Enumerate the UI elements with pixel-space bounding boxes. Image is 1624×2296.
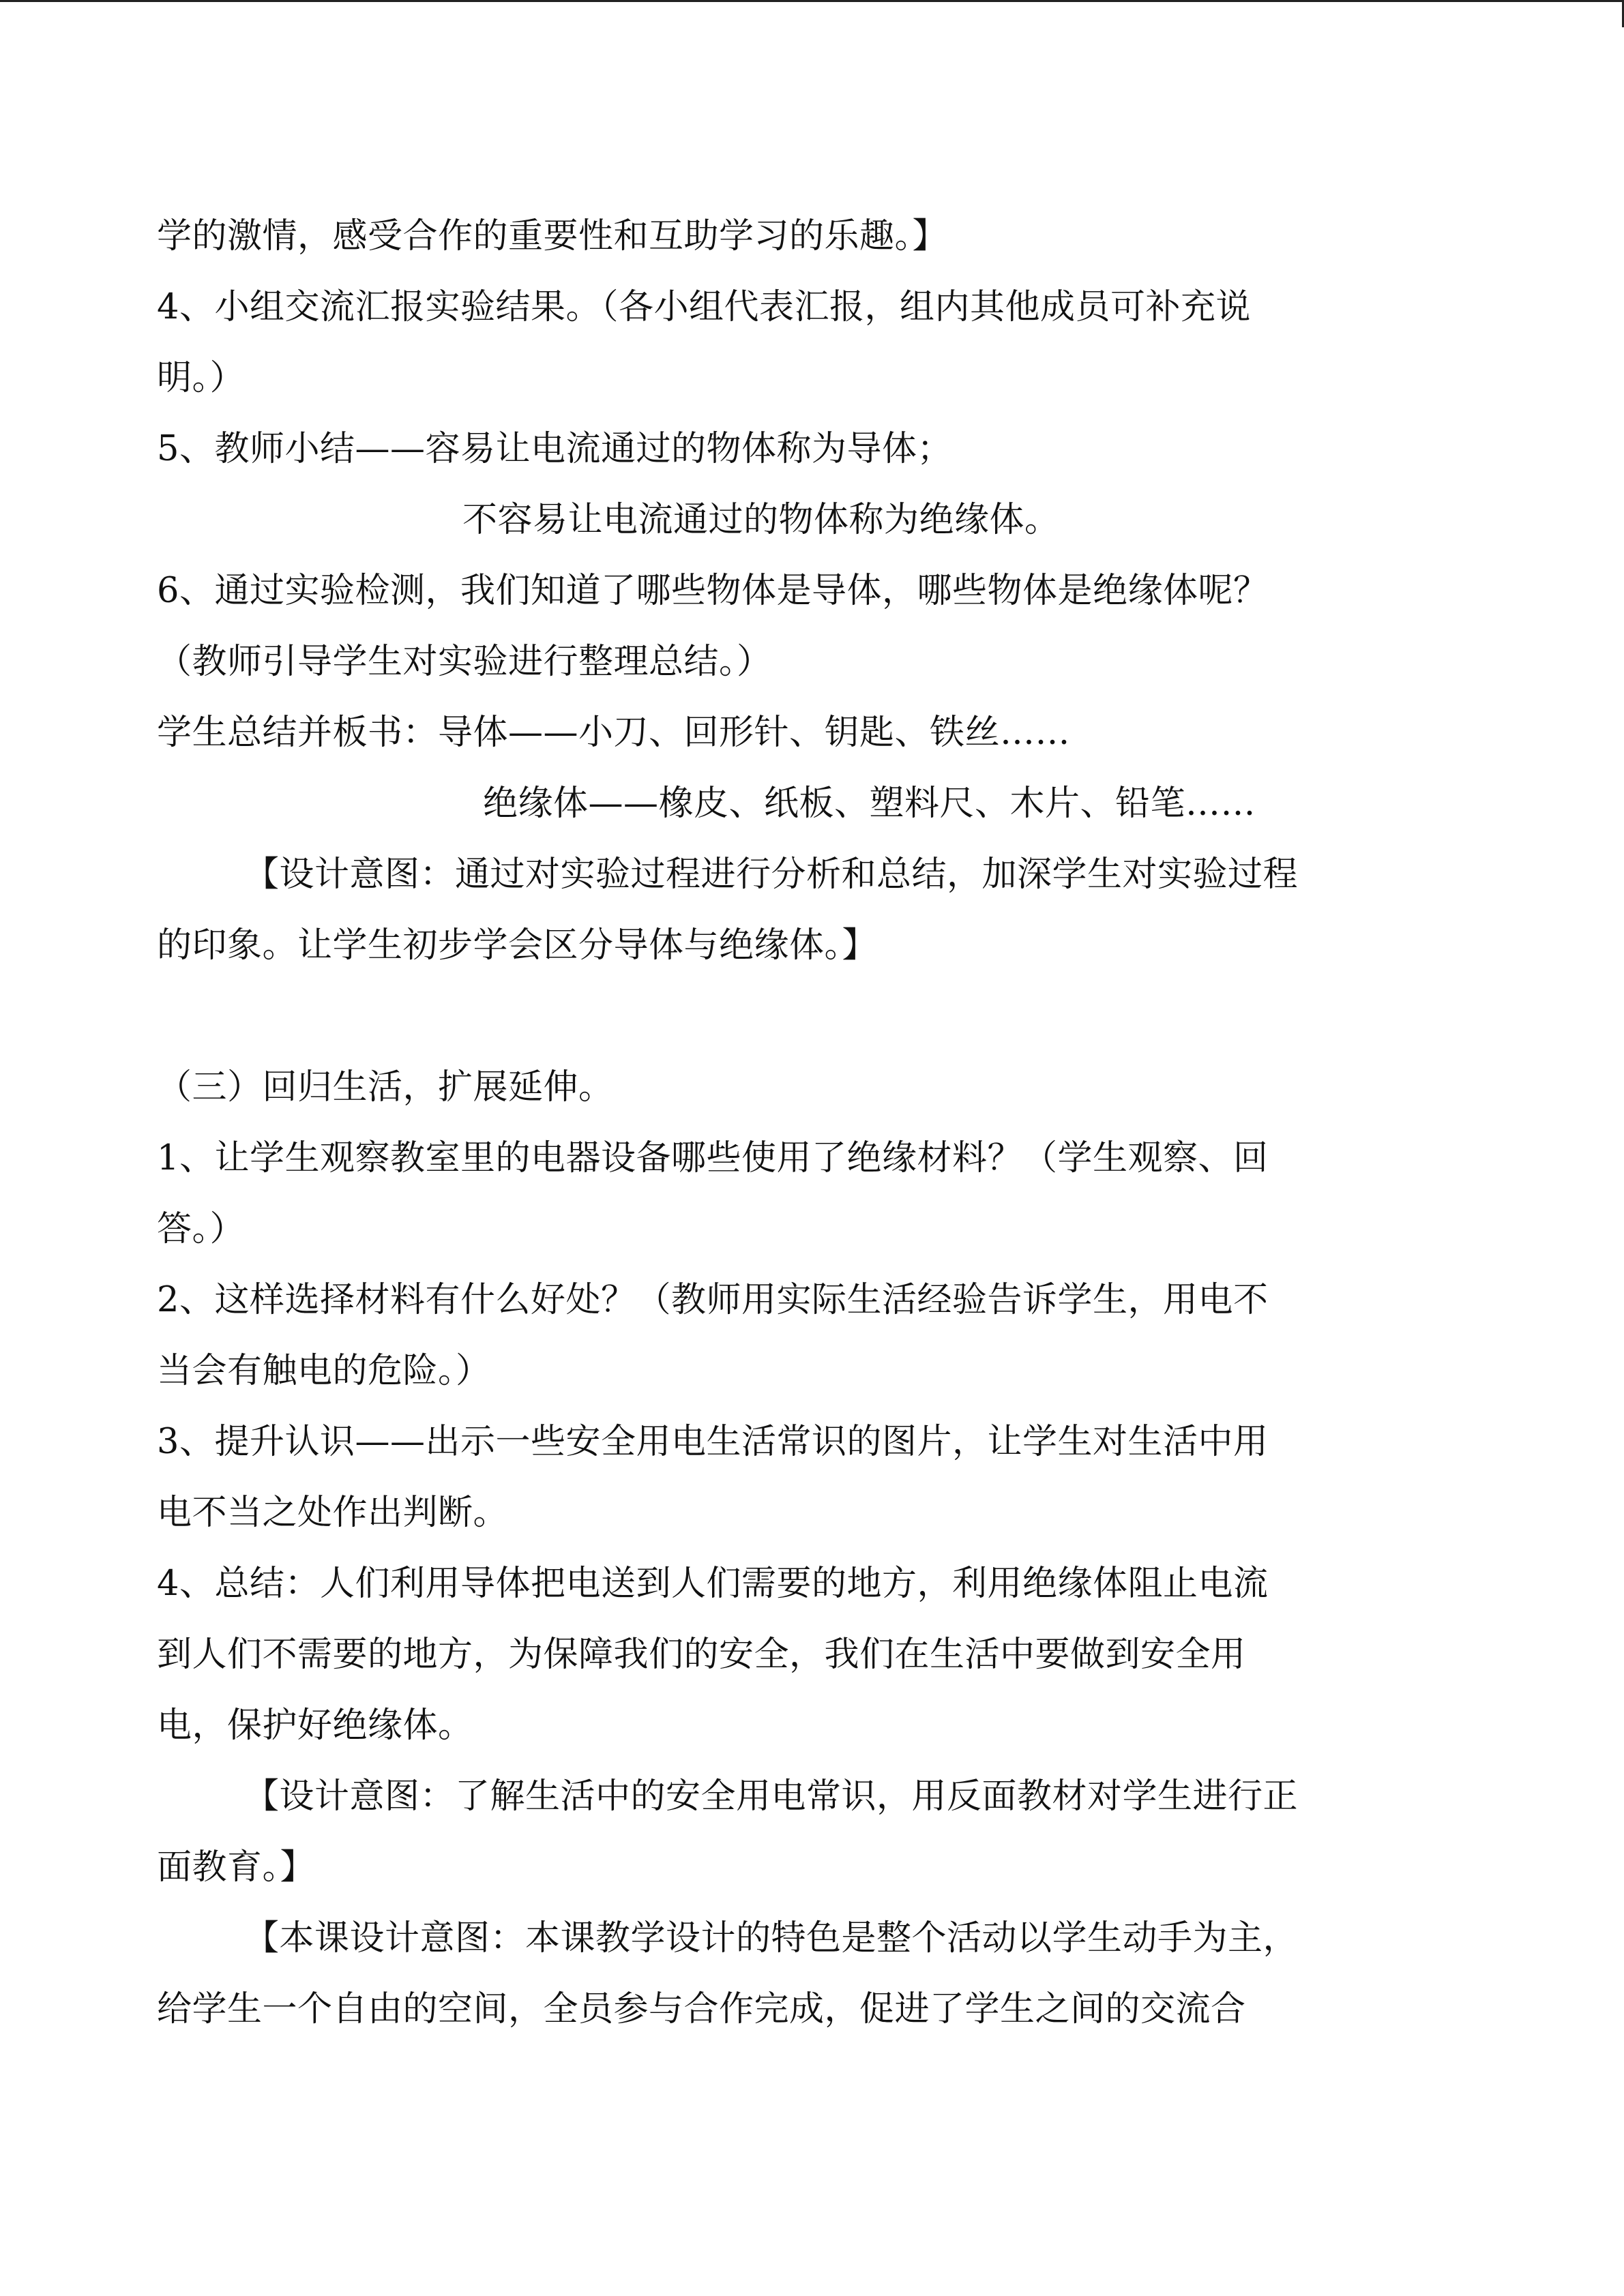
text-line: 6、通过实验检测，我们知道了哪些物体是导体，哪些物体是绝缘体呢？ [157, 571, 1269, 611]
design-intent-note: 【设计意图：通过对实验过程进行分析和总结，加深学生对实验过程 [244, 854, 1299, 895]
text-line: 4、总结：人们利用导体把电送到人们需要的地方，利用绝缘体阻止电流 [157, 1564, 1269, 1604]
text-line: 学生总结并板书：导体——小刀、回形针、钥匙、铁丝…… [157, 713, 1071, 753]
section-heading: （三）回归生活，扩展延伸。 [157, 1067, 614, 1107]
text-line: 2、这样选择材料有什么好处？（教师用实际生活经验告诉学生，用电不 [157, 1280, 1269, 1320]
text-line: 答。） [157, 1209, 246, 1249]
text-line: 给学生一个自由的空间，全员参与合作完成，促进了学生之间的交流合 [157, 1989, 1246, 2029]
design-intent-note: 【设计意图：了解生活中的安全用电常识，用反面教材对学生进行正 [244, 1776, 1299, 1817]
text-line: 1、让学生观察教室里的电器设备哪些使用了绝缘材料？（学生观察、回 [157, 1138, 1269, 1178]
text-line: 明。） [157, 358, 246, 398]
document-body [157, 201, 1473, 2045]
text-line: 3、提升认识——出示一些安全用电生活常识的图片，让学生对生活中用 [157, 1422, 1269, 1462]
text-line: （教师引导学生对实验进行整理总结。） [157, 642, 772, 682]
text-line: 绝缘体——橡皮、纸板、塑料尺、木片、铅笔…… [483, 784, 1256, 824]
text-line: 电，保护好绝缘体。 [157, 1705, 473, 1746]
text-line: 5、教师小结——容易让电流通过的物体称为导体； [157, 429, 952, 469]
text-line: 学的激情，感受合作的重要性和互助学习的乐趣。】 [157, 216, 948, 256]
text-line: 不容易让电流通过的物体称为绝缘体。 [462, 500, 1060, 540]
lesson-design-intent-note: 【本课设计意图：本课教学设计的特色是整个活动以学生动手为主， [244, 1918, 1299, 1958]
blank-line [157, 981, 1473, 1052]
text-line: 电不当之处作出判断。 [157, 1493, 509, 1533]
text-line: 当会有触电的危险。） [157, 1351, 491, 1391]
page-top-border [0, 0, 1624, 2]
text-line: 4、小组交流汇报实验结果。（各小组代表汇报，组内其他成员可补充说 [157, 287, 1251, 327]
text-line: 到人们不需要的地方，为保障我们的安全，我们在生活中要做到安全用 [157, 1635, 1246, 1675]
text-line: 的印象。让学生初步学会区分导体与绝缘体。】 [157, 925, 878, 966]
text-line: 面教育。】 [157, 1847, 316, 1888]
